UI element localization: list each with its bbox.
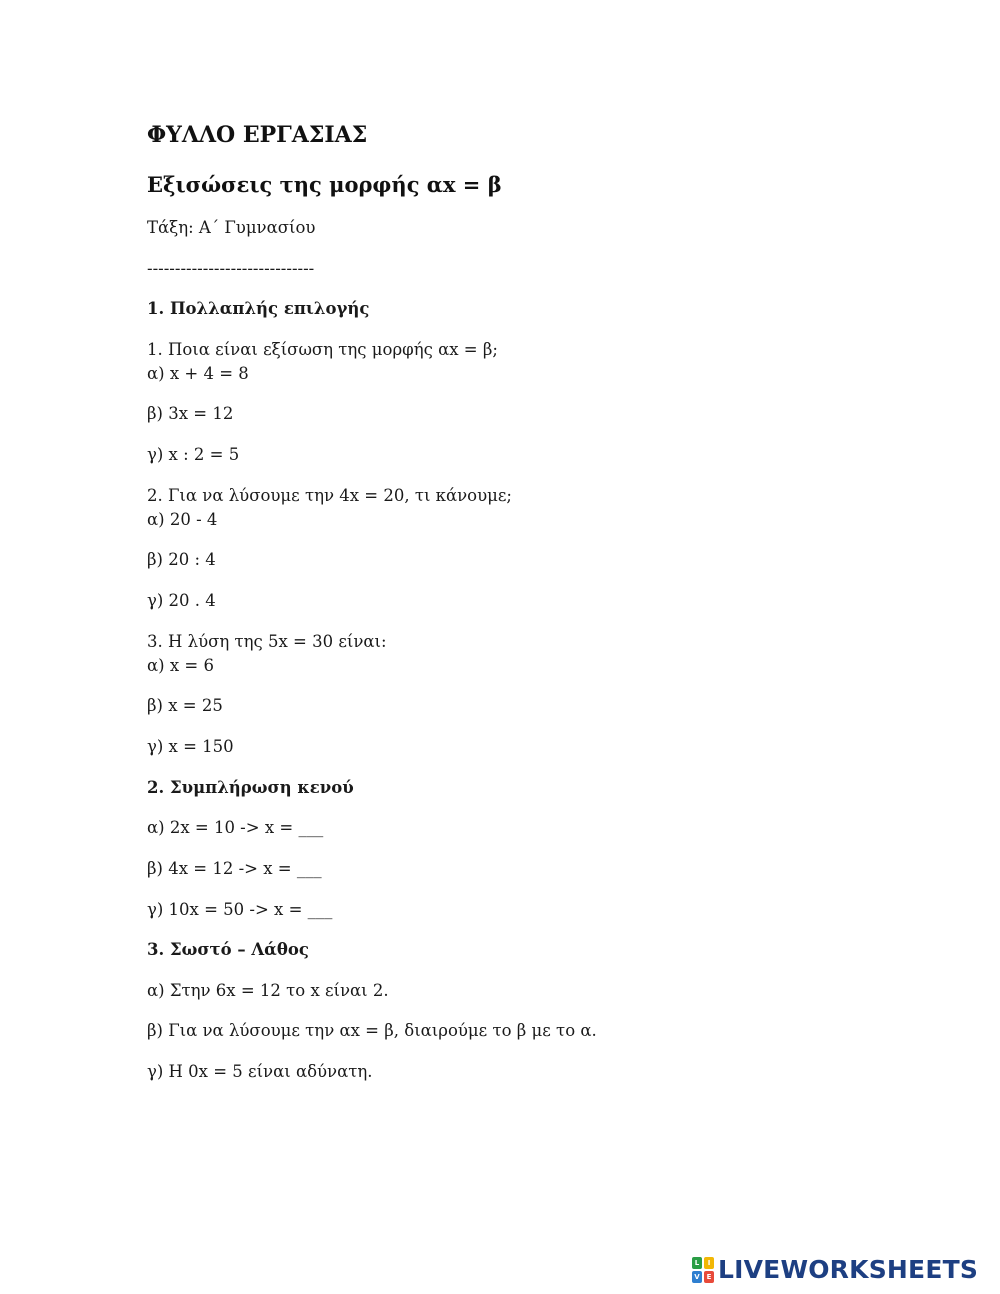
- question-1-option-b[interactable]: β) 3x = 12: [147, 404, 234, 423]
- page-subtitle: Εξισώσεις της μορφής αx = β: [147, 172, 502, 197]
- question-2-option-a[interactable]: α) 20 - 4: [147, 510, 218, 529]
- liveworksheets-logo: [692, 1255, 978, 1285]
- question-1: 1. Ποια είναι εξίσωση της μορφής αx = β;: [147, 340, 498, 359]
- logo-tile-l: L: [692, 1257, 702, 1269]
- question-1-option-c[interactable]: γ) x : 2 = 5: [147, 445, 240, 464]
- question-2-option-c[interactable]: γ) 20 . 4: [147, 591, 216, 610]
- section-heading-fill-blank: 2. Συμπλήρωση κενού: [147, 778, 354, 797]
- question-1-option-a[interactable]: α) x + 4 = 8: [147, 364, 249, 383]
- fill-blank-item-a[interactable]: α) 2x = 10 -> x = ___: [147, 818, 324, 837]
- question-3-option-a[interactable]: α) x = 6: [147, 656, 214, 675]
- logo-tile-e: E: [704, 1271, 714, 1283]
- true-false-item-c[interactable]: γ) Η 0x = 5 είναι αδύνατη.: [147, 1062, 373, 1081]
- logo-tile-v: V: [692, 1271, 702, 1283]
- question-3-option-c[interactable]: γ) x = 150: [147, 737, 234, 756]
- true-false-item-b[interactable]: β) Για να λύσουμε την αx = β, διαιρούμε το β με το α.: [147, 1021, 597, 1040]
- logo-text: LIVEWORKSHEETS: [718, 1255, 979, 1284]
- divider: ------------------------------: [147, 259, 315, 278]
- section-heading-true-false: 3. Σωστό – Λάθος: [147, 940, 309, 959]
- question-3-option-b[interactable]: β) x = 25: [147, 696, 223, 715]
- logo-icon: [692, 1257, 714, 1283]
- logo-tile-i: I: [704, 1257, 714, 1269]
- true-false-item-a[interactable]: α) Στην 6x = 12 το x είναι 2.: [147, 981, 389, 1000]
- question-3: 3. Η λύση της 5x = 30 είναι:: [147, 632, 387, 651]
- page-title: ΦΥΛΛΟ ΕΡΓΑΣΙΑΣ: [147, 122, 368, 148]
- question-2: 2. Για να λύσουμε την 4x = 20, τι κάνουμε;: [147, 486, 512, 505]
- fill-blank-item-b[interactable]: β) 4x = 12 -> x = ___: [147, 859, 322, 878]
- section-heading-multiple-choice: 1. Πολλαπλής επιλογής: [147, 299, 370, 318]
- class-line: Τάξη: Α΄ Γυμνασίου: [147, 218, 316, 237]
- fill-blank-item-c[interactable]: γ) 10x = 50 -> x = ___: [147, 900, 333, 919]
- question-2-option-b[interactable]: β) 20 : 4: [147, 550, 216, 569]
